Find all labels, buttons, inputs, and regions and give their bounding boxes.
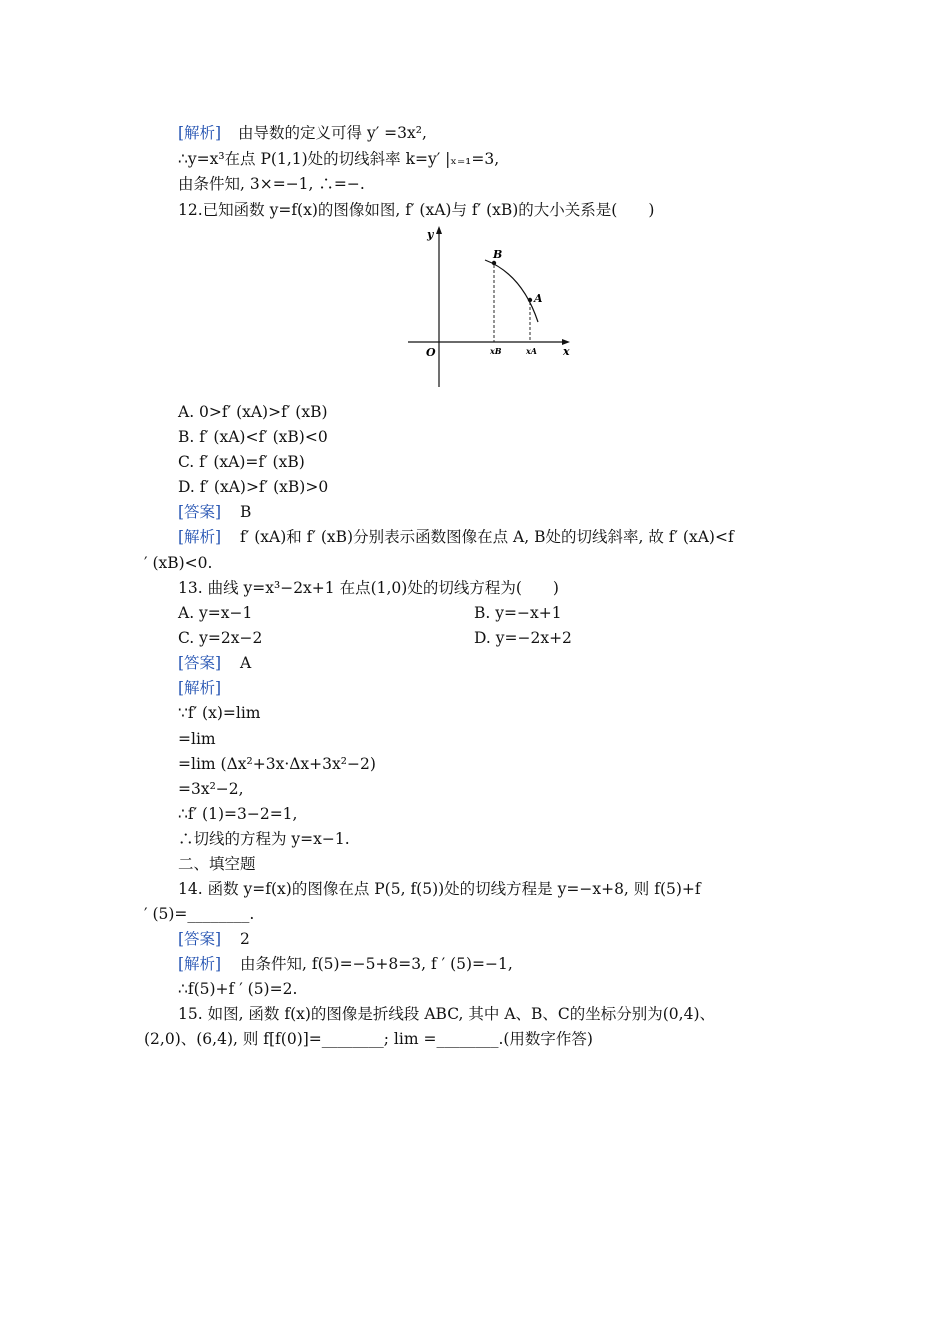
q13-answer [178, 652, 251, 674]
point-a-label: A [534, 292, 543, 305]
q12-explanation-line2: ′ (xB)<0. [144, 554, 213, 572]
point-b-label: B [493, 248, 503, 261]
q14-explanation-line1 [178, 953, 513, 975]
section-heading-fill-blank: 二、填空题 [178, 855, 256, 873]
explanation-text: 由导数的定义可得 y′ =3x², [238, 124, 427, 142]
point-a [528, 298, 532, 302]
y-axis-label: y [427, 228, 434, 241]
q12-function-graph [400, 222, 580, 392]
q13-step-5: ∴f′ (1)=3−2=1, [178, 805, 298, 823]
q12-question: 12.已知函数 y=f(x)的图像如图, f′ (xA)与 f′ (xB)的大小关系是( ) [178, 201, 655, 219]
q13-step-1: ∵f′ (x)=lim [178, 704, 261, 722]
q15-question-line1: 15. 如图, 函数 f(x)的图像是折线段 ABC, 其中 A、B、C的坐标分别为(0,4)、 [178, 1005, 716, 1023]
q13-option-a: A. y=x−1 [178, 604, 253, 622]
q12-option-c: C. f′ (xA)=f′ (xB) [178, 453, 305, 471]
xa-tick-label: xA [526, 346, 537, 356]
q13-option-c: C. y=2x−2 [178, 629, 263, 647]
q13-explanation-tag: [解析] [178, 679, 222, 697]
q13-option-b: B. y=−x+1 [474, 604, 562, 622]
q13-step-2: =lim [178, 730, 216, 748]
y-axis-arrow [436, 226, 442, 234]
answer-tag: [答案] [178, 930, 222, 948]
xb-tick-label: xB [490, 346, 502, 356]
point-b [492, 261, 496, 265]
x-axis-label: x [563, 345, 570, 358]
explanation-tag: [解析] [178, 955, 222, 973]
q15-question-line2: (2,0)、(6,4), 则 f[f(0)]=________; lim =________.(用数字作答) [144, 1030, 593, 1048]
explanation-text: f′ (xA)和 f′ (xB)分别表示函数图像在点 A, B处的切线斜率, 故 f′ (xA)<f [240, 528, 734, 546]
q13-step-6: ∴切线的方程为 y=x−1. [178, 830, 350, 848]
q14-explanation-line2: ∴f(5)+f ′ (5)=2. [178, 980, 298, 998]
q12-answer [178, 501, 251, 523]
answer-value: 2 [240, 930, 250, 948]
q11-explanation-line3: 由条件知, 3×=−1, ∴=−. [178, 175, 365, 193]
q12-option-a: A. 0>f′ (xA)>f′ (xB) [178, 403, 328, 421]
q14-answer [178, 928, 250, 950]
q14-question-line2: ′ (5)=________. [144, 905, 255, 923]
q12-explanation-line1 [178, 526, 734, 548]
q14-question-line1: 14. 函数 y=f(x)的图像在点 P(5, f(5))处的切线方程是 y=−x+8, 则 f(5)+f [178, 880, 701, 898]
q13-option-d: D. y=−2x+2 [474, 629, 572, 647]
q13-question: 13. 曲线 y=x³−2x+1 在点(1,0)处的切线方程为( ) [178, 579, 559, 597]
q13-step-4: =3x²−2, [178, 780, 244, 798]
q11-explanation-line1 [178, 122, 427, 144]
q11-explanation-line2: ∴y=x³在点 P(1,1)处的切线斜率 k=y′ |ₓ₌₁=3, [178, 150, 500, 168]
q13-step-3: =lim (Δx²+3x·Δx+3x²−2) [178, 755, 376, 773]
q12-option-d: D. f′ (xA)>f′ (xB)>0 [178, 478, 329, 496]
q12-option-b: B. f′ (xA)<f′ (xB)<0 [178, 428, 328, 446]
explanation-tag: [解析] [178, 124, 222, 142]
explanation-text: 由条件知, f(5)=−5+8=3, f ′ (5)=−1, [240, 955, 513, 973]
explanation-tag: [解析] [178, 528, 222, 546]
answer-value: B [240, 503, 252, 521]
answer-value: A [240, 654, 252, 672]
answer-tag: [答案] [178, 654, 222, 672]
answer-tag: [答案] [178, 503, 222, 521]
origin-label: O [426, 346, 436, 359]
